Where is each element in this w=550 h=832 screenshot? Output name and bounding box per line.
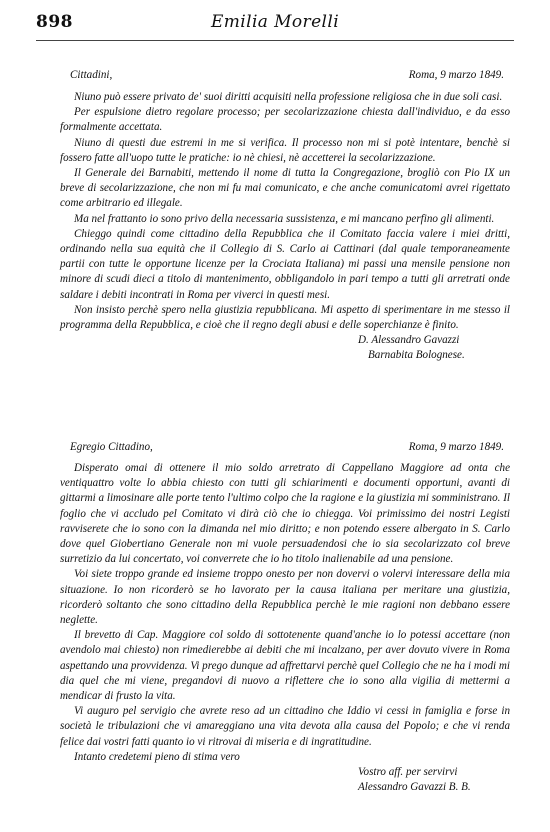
letter-2-paragraph: Disperato omai di ottenere il mio soldo arretrato di Cappellano Maggiore ad onta che ventiquattro volte lo abbia chiesto con tutti gli schiarimenti e documenti opportuni, avanti di gittarmi a limosinare alle porte tento l'ultimo colpo che la ragione e la giustizia mi somministrano. Il foglio che vi accludo pel Comitato vi dirà ciò che io chiegga. Voi primissimo dei nostri Legisti ravviserete che io sono con la dimanda nel mio diritto; e non potendo essere albergato in S. Carlo dove quel Giobertiano Generale non mi vuole persuadendosi che io sia secolarizzato col breve surretizio da lui concertato, voi converrete che io ho titolo inalienabile ad una pensione. (60, 462, 510, 566)
page-number: 898 (36, 12, 73, 32)
letter-1-paragraph: Chieggo quindi come cittadino della Repubblica che il Comitato faccia valere i miei dritti, ordinando nella sua equità che il Collegio di S. Carlo ai Cattinari (dal quale temporaneamente partii con tutte le opportune licenze per la Crociata Italiana) mi passi una mensile pensione non minore di scudi dieci a titolo di mantenimento, obbligandolo in pari tempo a tutti gli arretrati onde saldare i debiti incontrati in Roma per viverci in questi mesi. (60, 227, 510, 301)
page-header (36, 12, 514, 38)
letter-2-paragraph: Intanto credetemi pieno di stima vero (74, 750, 240, 763)
letter-2-dateline (60, 440, 510, 457)
letter-2 (60, 440, 510, 795)
letter-1-paragraph: Niuno può essere privato de' suoi diritti acquisiti nella professione religiosa che in due soli casi. (74, 91, 503, 103)
letter-2-paragraph: Vi auguro pel servigio che avrete reso ad un cittadino che Iddio vi cessi in famiglia e forse in società le tribulazioni che vi amareggiano una vita devota alla causa del Popolo; e che vi renda felice dai vostri fatti quanto io vi ritrovai di miseria e di ingratitudine. (60, 705, 510, 748)
letter-2-signature-block (358, 765, 510, 795)
letter-1-signature-title: Barnabita Bolognese. (368, 349, 465, 362)
letter-1-paragraph: Niuno di questi due estremi in me si verifica. Il processo non mi si potè intentare, benchè si fossero fatte all'uopo tutte le pratiche: io nè chiesi, nè accetterei la secolarizzazione. (60, 136, 510, 164)
letter-2-paragraph: Il brevetto di Cap. Maggiore col soldo di sottotenente quand'anche io lo potessi accettare (non avendolo mai chiesto) non rimedierebbe ai debiti che mi incalzano, per aver dovuto vivere in Roma aspettando una provvidenza. Vi prego dunque ad affrettarvi perchè quel Collegio che ne ha i modi mi dia quel che mi viene, pregandovi di nuovo a riflettere che io sono alla vigilia di mettermi a mendicar di frusto la vita. (60, 629, 510, 703)
letter-2-date: Roma, 9 marzo 1849. (408, 441, 504, 453)
header-rule (36, 40, 514, 41)
letter-1-paragraph: Non insisto perchè spero nella giustizia repubblicana. Mi aspetto di sperimentare in me stesso il programma della Repubblica, e cioè che il regno degli abusi e delle soperchianze è finito. (60, 303, 510, 332)
letter-2-paragraph: Voi siete troppo grande ed insieme troppo onesto per non dovervi o volervi interessare della mia situazione. Io non ricorderò se ho lavorato per la causa italiana per meritare una giustizia, ricorderò soltanto che sono cittadino della Repubblica perchè le mie ragioni non debbano essere neglette. (60, 568, 510, 627)
letter-2-signature-name: Alessandro Gavazzi B. B. (358, 781, 471, 794)
letter-2-salutation: Egregio Cittadino, (70, 441, 153, 453)
letter-1-date: Roma, 9 marzo 1849. (408, 69, 504, 81)
running-head: Emilia Morelli (210, 12, 340, 32)
letter-1 (60, 68, 510, 364)
letter-1-paragraph: Il Generale dei Barnabiti, mettendo il nome di tutta la Congregazione, brogliò con Pio IX un breve di secolarizzazione, che non mi fu mai comunicato, e che anche comunicatomi avrei rigettato come arbitrario ed illegale. (60, 167, 510, 210)
letter-1-signature-name: D. Alessandro Gavazzi (358, 334, 460, 347)
letter-1-paragraph: Ma nel frattanto io sono privo della necessaria sussistenza, e mi mancano perfino gli alimenti. (74, 212, 495, 225)
letter-1-dateline (60, 68, 510, 85)
letter-2-closing: Vostro aff. per servirvi (358, 766, 458, 779)
letter-1-salutation: Cittadini, (70, 69, 113, 81)
letter-1-paragraph: Per espulsione dietro regolare processo; per secolarizzazione chiesta dall'individuo, e da esso formalmente accettata. (60, 106, 510, 134)
letter-1-signature-block (358, 333, 510, 363)
